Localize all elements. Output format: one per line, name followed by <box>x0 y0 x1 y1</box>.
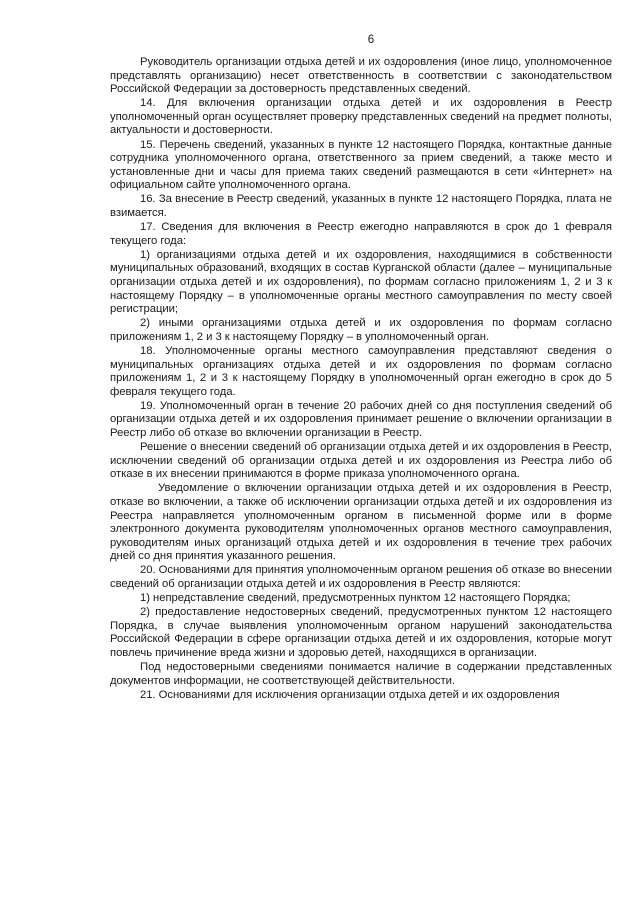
paragraph-17-item-1: 1) организациями отдыха детей и их оздоровления, находящимися в собственности муниципальных образований, входящих в состав Курганской области (далее – муниципальные организации отдыха детей и их оздоровления), по формам согласно приложениям 1, 2 и 3 к настоящему Порядку – в уполномоченные органы местного самоуправления по месту своей регистрации; <box>110 248 612 316</box>
page-number: 6 <box>367 34 375 46</box>
paragraph-21: 21. Основаниями для исключения организации отдыха детей и их оздоровления <box>140 688 560 701</box>
paragraph-responsibility: Руководитель организации отдыха детей и их оздоровления (иное лицо, уполномоченное представлять организацию) несет ответственность в соответствии с законодательством Российской Федерации за достоверность представленных сведений. <box>110 56 612 96</box>
paragraph-20-definition: Под недостоверными сведениями понимается наличие в содержании представленных документов информации, не соответствующей действительности. <box>110 661 612 687</box>
paragraph-20-item-2: 2) предоставление недостоверных сведений, предусмотренных пунктом 12 настоящего Порядка, в случае выявления уполномоченным органом нарушений законодательства Российской Федерации в сфере организации отдыха детей и их оздоровления, которые могут повлечь причинение вреда жизни и здоровью детей, находящихся в организации. <box>110 606 612 660</box>
paragraph-20: 20. Основаниями для принятия уполномоченным органом решения об отказе во внесении сведений об организации отдыха детей и их оздоровления в Реестр являются: <box>110 564 612 591</box>
paragraph-19: 19. Уполномоченный орган в течение 20 рабочих дней со дня поступления сведений об организации отдыха детей и их оздоровления принимает решение о включении организации в Реестр либо об отказе во включении организации в Реестр. <box>110 399 612 440</box>
paragraph-17-item-2: 2) иными организациями отдыха детей и их оздоровления по формам согласно приложениям 1, 2 и 3 к настоящему Порядку – в уполномоченный орган. <box>110 317 612 343</box>
paragraph-14: 14. Для включения организации отдыха детей и их оздоровления в Реестр уполномоченный орган осуществляет проверку представленных сведений на предмет полноты, актуальности и достоверности. <box>110 97 612 137</box>
paragraph-17: 17. Сведения для включения в Реестр ежегодно направляются в срок до 1 февраля текущего года: <box>110 221 612 247</box>
paragraph-19-decision: Решение о внесении сведений об организации отдыха детей и их оздоровления в Реестр, исключении сведений об организации отдыха детей и их оздоровления из Реестра либо об отказе в их внесении принимаются в форме приказа уполномоченного органа. <box>110 441 612 481</box>
paragraph-19-notification: Уведомление о включении организации отдыха детей и их оздоровления в Реестр, отказе во включении, а также об исключении организации отдыха детей и их оздоровления из Реестра направляется уполномоченным органом в письменной форме или в форме электронного документа руководителям уполномоченных органов местного самоуправления, руководителям иных организаций отдыха детей и их оздоровления в течение трех рабочих дней со дня принятия указанного решения. <box>110 482 612 563</box>
paragraph-18: 18. Уполномоченные органы местного самоуправления представляют сведения о муниципальных организациях отдыха детей и их оздоровления по формам согласно приложениям 1, 2 и 3 к настоящему Порядку в уполномоченный орган ежегодно в срок до 5 февраля текущего года. <box>110 344 612 398</box>
paragraph-16: 16. За внесение в Реестр сведений, указанных в пункте 12 настоящего Порядка, плата не взимается. <box>110 193 612 220</box>
paragraph-20-item-1: 1) непредставление сведений, предусмотренных пунктом 12 настоящего Порядка; <box>140 592 571 605</box>
paragraph-15: 15. Перечень сведений, указанных в пункте 12 настоящего Порядка, контактные данные сотрудника уполномоченного органа, ответственного за прием сведений, а также место и установленные дни и часы для приема таких сведений размещаются в сети «Интернет» на официальном сайте уполномоченного органа. <box>110 138 612 192</box>
